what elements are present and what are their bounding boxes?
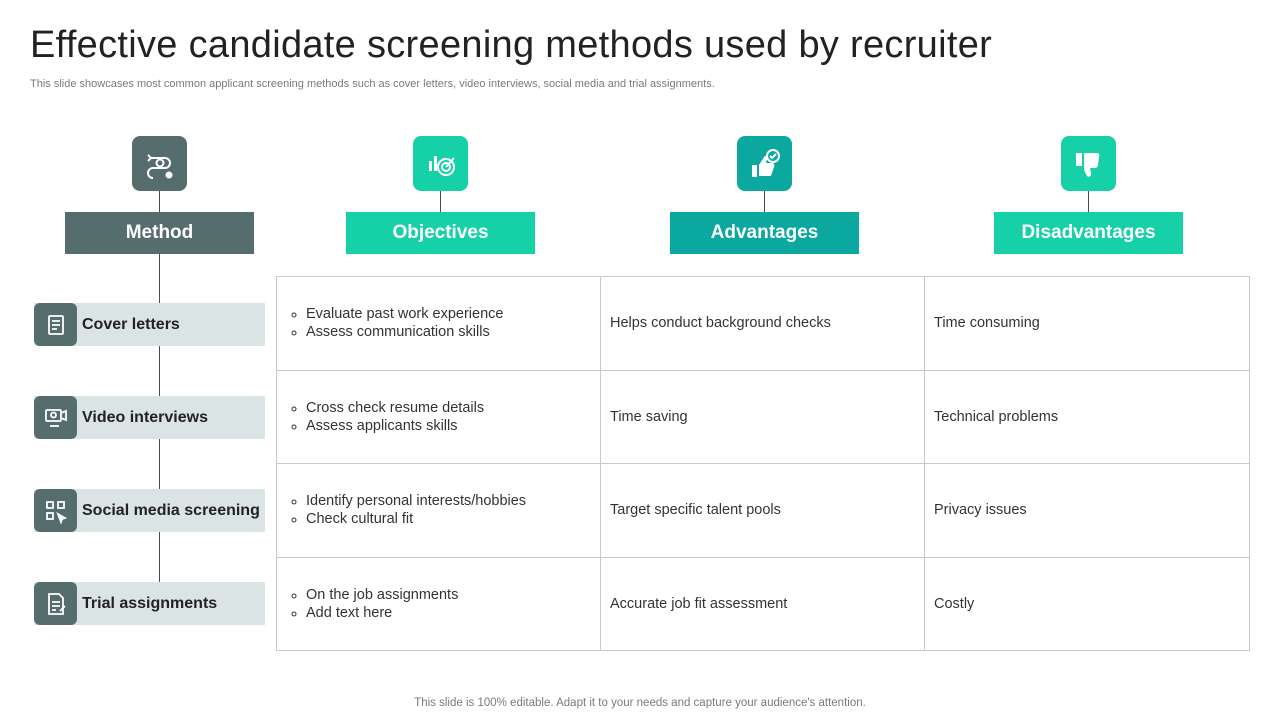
assignment-pen-icon bbox=[34, 582, 77, 625]
screening-table bbox=[276, 276, 1250, 651]
method-label: Video interviews bbox=[82, 409, 208, 426]
method-header: Method bbox=[65, 212, 254, 254]
objective-item: ◦ On the job assignments bbox=[306, 586, 591, 604]
table-row bbox=[277, 557, 1250, 651]
process-cycle-icon bbox=[132, 136, 187, 191]
page-title: Effective candidate screening methods used by recruiter bbox=[30, 24, 993, 66]
objective-item: ◦ Identify personal interests/hobbies bbox=[306, 492, 591, 510]
method-label: Cover letters bbox=[82, 316, 180, 333]
table-row bbox=[277, 277, 1250, 371]
method-row-cover-letters bbox=[34, 303, 265, 346]
objective-item: ◦ Cross check resume details bbox=[306, 399, 591, 417]
social-network-icon bbox=[34, 489, 77, 532]
advantage-cell: Target specific talent pools bbox=[601, 464, 925, 558]
table-row bbox=[277, 464, 1250, 558]
objectives-header: Objectives bbox=[346, 212, 535, 254]
thumbs-up-check-icon bbox=[737, 136, 792, 191]
method-row-social-media-screening bbox=[34, 489, 265, 532]
objectives-cell bbox=[277, 557, 601, 651]
footer-note: This slide is 100% editable. Adapt it to your needs and capture your audience's attention. bbox=[414, 697, 866, 709]
advantage-cell: Accurate job fit assessment bbox=[601, 557, 925, 651]
disadvantage-cell: Time consuming bbox=[925, 277, 1250, 371]
objective-item: ◦ Assess communication skills bbox=[306, 323, 591, 341]
method-row-video-interviews bbox=[34, 396, 265, 439]
objectives-cell bbox=[277, 277, 601, 371]
video-call-icon bbox=[34, 396, 77, 439]
objective-item: ◦ Add text here bbox=[306, 604, 591, 622]
objective-item: ◦ Assess applicants skills bbox=[306, 417, 591, 435]
thumbs-down-icon bbox=[1061, 136, 1116, 191]
method-label: Trial assignments bbox=[82, 595, 218, 612]
document-list-icon bbox=[34, 303, 77, 346]
advantages-header: Advantages bbox=[670, 212, 859, 254]
objectives-cell bbox=[277, 370, 601, 464]
disadvantages-header: Disadvantages bbox=[994, 212, 1183, 254]
advantage-cell: Helps conduct background checks bbox=[601, 277, 925, 371]
target-chart-icon bbox=[413, 136, 468, 191]
page-subtitle: This slide showcases most common applicant screening methods such as cover letters, video interviews, social media and trial assignments. bbox=[30, 78, 715, 90]
method-row-trial-assignments bbox=[34, 582, 265, 625]
method-label: Social media screening bbox=[82, 502, 260, 519]
objective-item: ◦ Check cultural fit bbox=[306, 510, 591, 528]
table-row bbox=[277, 370, 1250, 464]
disadvantage-cell: Privacy issues bbox=[925, 464, 1250, 558]
objectives-cell bbox=[277, 464, 601, 558]
objective-item: ◦ Evaluate past work experience bbox=[306, 305, 591, 323]
disadvantage-cell: Costly bbox=[925, 557, 1250, 651]
disadvantage-cell: Technical problems bbox=[925, 370, 1250, 464]
advantage-cell: Time saving bbox=[601, 370, 925, 464]
